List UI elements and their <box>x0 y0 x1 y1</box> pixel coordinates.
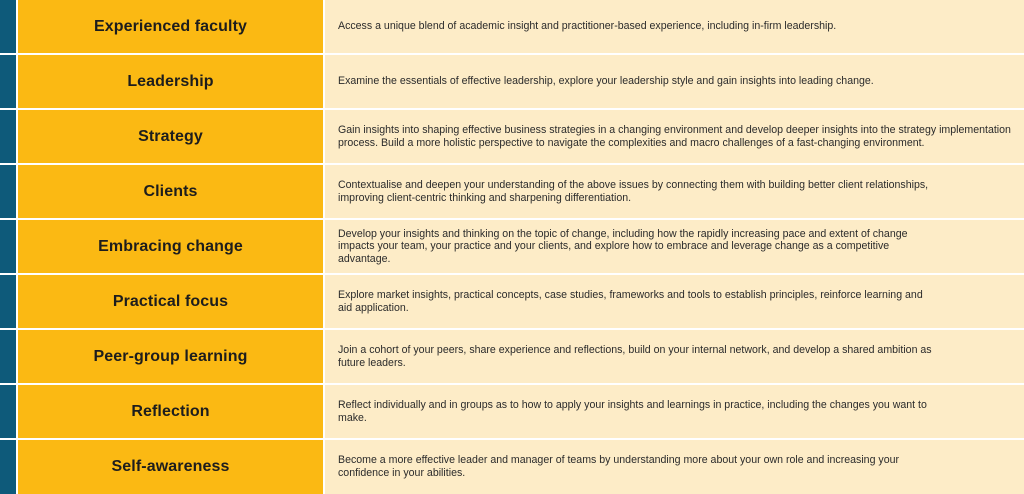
row-description: Contextualise and deepen your understanding of the above issues by connecting them with building better client relationships, improving client-centric thinking and sharpening differentiation. <box>338 178 929 204</box>
row-description-cell <box>325 220 1024 273</box>
row-description: Explore market insights, practical concepts, case studies, frameworks and tools to establish principles, reinforce learning and aid application. <box>338 288 923 314</box>
row-description-cell <box>325 0 1024 53</box>
row-description: Gain insights into shaping effective business strategies in a changing environment and develop deeper insights into the strategy implementation process. Build a more holistic perspective to navigate the complexities and macro challenges of a fast-changing environment. <box>338 123 1011 149</box>
row-title-cell <box>18 55 323 108</box>
row-title: Reflection <box>131 402 210 420</box>
row-description-cell <box>325 275 1024 328</box>
row-accent-stripe <box>0 330 16 383</box>
table-row <box>0 0 1024 53</box>
row-accent-stripe <box>0 220 16 273</box>
row-description-cell <box>325 110 1024 163</box>
row-title: Peer-group learning <box>93 347 248 365</box>
row-description: Develop your insights and thinking on the topic of change, including how the rapidly increasing pace and extent of change impacts your team, your practice and your clients, and explore how to embrace and leverage change as a competitive advantage. <box>338 227 908 265</box>
row-title-cell <box>18 275 323 328</box>
table-row <box>0 220 1024 273</box>
table-row <box>0 440 1024 494</box>
row-title-cell <box>18 165 323 218</box>
row-description-cell <box>325 330 1024 383</box>
row-accent-stripe <box>0 110 16 163</box>
row-accent-stripe <box>0 0 16 53</box>
row-description-cell <box>325 165 1024 218</box>
row-title: Strategy <box>138 127 203 145</box>
table-row <box>0 275 1024 328</box>
row-description: Access a unique blend of academic insight and practitioner-based experience, including in-firm leadership. <box>338 20 837 33</box>
row-description: Reflect individually and in groups as to how to apply your insights and learnings in practice, including the changes you want to make. <box>338 398 927 424</box>
row-description-cell <box>325 440 1024 494</box>
table-row <box>0 165 1024 218</box>
row-title: Embracing change <box>98 237 243 255</box>
row-accent-stripe <box>0 165 16 218</box>
row-title-cell <box>18 440 323 494</box>
row-title: Self-awareness <box>111 458 230 475</box>
row-accent-stripe <box>0 55 16 108</box>
row-accent-stripe <box>0 440 16 494</box>
row-title-cell <box>18 385 323 438</box>
table-row <box>0 330 1024 383</box>
row-accent-stripe <box>0 385 16 438</box>
row-description: Examine the essentials of effective leadership, explore your leadership style and gain insights into leading change. <box>338 75 874 88</box>
table-row <box>0 110 1024 163</box>
row-title: Practical focus <box>112 292 229 310</box>
table-row <box>0 55 1024 108</box>
row-description-cell <box>325 385 1024 438</box>
row-title-cell <box>18 220 323 273</box>
row-title-cell <box>18 110 323 163</box>
row-accent-stripe <box>0 275 16 328</box>
row-title: Leadership <box>127 72 214 90</box>
table-row <box>0 385 1024 438</box>
row-title: Experienced faculty <box>93 17 248 35</box>
row-title-cell <box>18 330 323 383</box>
row-title: Clients <box>143 182 198 200</box>
row-title-cell <box>18 0 323 53</box>
row-description: Become a more effective leader and manager of teams by understanding more about your own role and increasing your confidence in your abilities. <box>338 454 900 479</box>
row-description: Join a cohort of your peers, share experience and reflections, build on your internal network, and develop a shared ambition as future leaders. <box>338 343 932 369</box>
row-description-cell <box>325 55 1024 108</box>
